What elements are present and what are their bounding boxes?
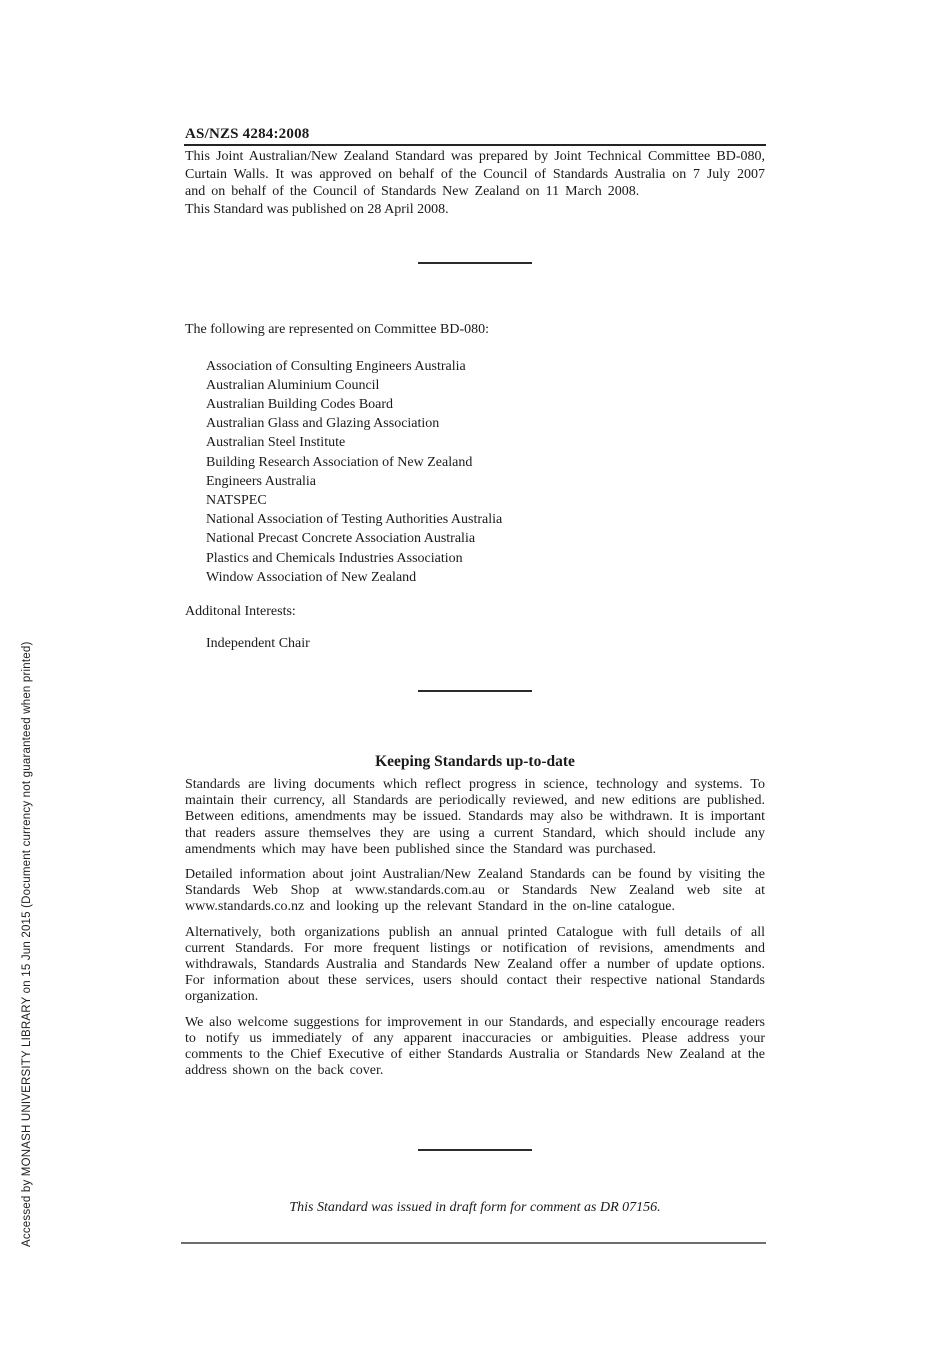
section-divider bbox=[418, 690, 532, 692]
committee-member: Association of Consulting Engineers Australia bbox=[206, 358, 466, 374]
additional-interests-block bbox=[185, 603, 765, 652]
committee-member-list bbox=[185, 357, 765, 587]
committee-member: Engineers Australia bbox=[206, 473, 317, 489]
additional-interests-label: Additonal Interests: bbox=[185, 604, 296, 619]
preparation-paragraph: This Joint Australian/New Zealand Standard was prepared by Joint Technical Committee BD-080, Curtain Walls. It was approved on behalf of the Council of Standards Australia on 7 July 2007 and on behalf of the Council of Standards New Zealand on 11 March 2008. bbox=[185, 149, 765, 199]
published-line: This Standard was published on 28 April 2008. bbox=[185, 201, 449, 217]
keeping-standards-paragraph: Standards are living documents which reflect progress in science, technology and systems. To maintain their currency, all Standards are periodically reviewed, and new editions are published. Between editions, amendments may be issued. Standards may also be withdrawn. It is important that readers assure themselves they are using a current Standard, which should include any amendments which may have been published since the Standard was purchased. bbox=[185, 777, 765, 857]
committee-intro: The following are represented on Committee BD-080: bbox=[185, 322, 490, 337]
committee-member: Australian Glass and Glazing Association bbox=[206, 416, 440, 432]
committee-member: National Precast Concrete Association Australia bbox=[206, 531, 476, 547]
standard-number: AS/NZS 4284:2008 bbox=[185, 126, 310, 142]
additional-interest: Independent Chair bbox=[206, 635, 310, 651]
section-divider bbox=[418, 262, 532, 264]
footer-rule bbox=[181, 1242, 766, 1244]
draft-note: This Standard was issued in draft form for comment as DR 07156. bbox=[289, 1200, 661, 1215]
committee-member: Plastics and Chemicals Industries Association bbox=[206, 550, 463, 566]
committee-block bbox=[185, 321, 765, 587]
committee-member: Australian Aluminium Council bbox=[206, 377, 380, 393]
committee-member: Building Research Association of New Zealand bbox=[206, 454, 473, 470]
keeping-standards-paragraph: We also welcome suggestions for improvement in our Standards, and especially encourage readers to notify us immediately of any apparent inaccuracies or ambiguities. Please address your comments to the Chief Executive of either Standards Australia or Standards New Zealand at the address shown on the back cover. bbox=[185, 1014, 765, 1079]
committee-member: National Association of Testing Authorities Australia bbox=[206, 512, 503, 528]
header-block bbox=[185, 126, 765, 218]
section-divider bbox=[418, 1149, 532, 1151]
committee-member: Australian Building Codes Board bbox=[206, 396, 394, 412]
library-access-note: Accessed by MONASH UNIVERSITY LIBRARY on 15 Jun 2015 (Document currency not guaranteed when printed) bbox=[21, 641, 33, 1247]
keeping-standards-title: Keeping Standards up-to-date bbox=[375, 753, 575, 770]
committee-member: NATSPEC bbox=[206, 492, 267, 508]
keeping-standards-paragraph: Alternatively, both organizations publish an annual printed Catalogue with full details of all current Standards. For more frequent listings or notification of revisions, amendments and withdrawals, Standards Australia and Standards New Zealand offer a number of update options. For information about these services, users should contact their respective national Standards organization. bbox=[185, 924, 765, 1005]
keeping-standards-block bbox=[185, 753, 765, 1079]
keeping-standards-paragraph: Detailed information about joint Australian/New Zealand Standards can be found by visiting the Standards Web Shop at www.standards.com.au or Standards New Zealand web site at www.standards.co.nz and looking up the relevant Standard in the on-line catalogue. bbox=[185, 867, 765, 915]
header-rule bbox=[184, 144, 766, 146]
committee-member: Australian Steel Institute bbox=[206, 435, 346, 451]
committee-member: Window Association of New Zealand bbox=[206, 569, 417, 585]
